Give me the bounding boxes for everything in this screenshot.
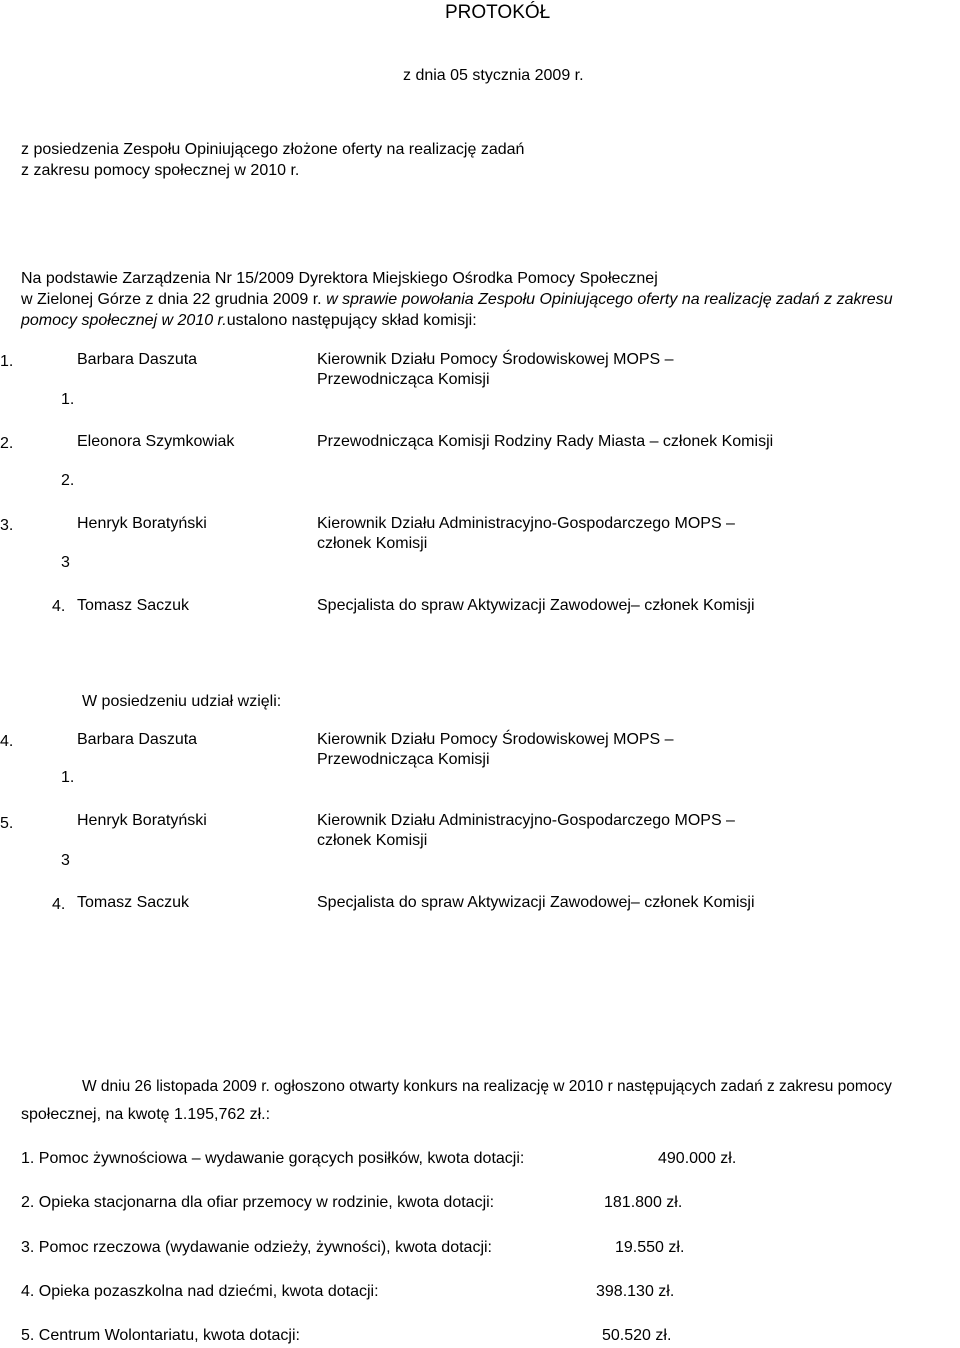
- attendance-inner-number: 3: [61, 852, 70, 869]
- committee-member-role: Specjalista do spraw Aktywizacji Zawodowej– członek Komisji: [317, 597, 755, 614]
- task-amount: 181.800 zł.: [604, 1194, 683, 1211]
- committee-outer-number: 3.: [0, 517, 14, 534]
- intro-line-3: [21, 311, 477, 331]
- task-label: 3. Pomoc rzeczowa (wydawanie odzieży, żywności), kwota dotacji:: [21, 1239, 492, 1256]
- intro-line-1: Na podstawie Zarządzenia Nr 15/2009 Dyrektora Miejskiego Ośrodka Pomocy Społecznej: [21, 270, 658, 287]
- subject-line-1: z posiedzenia Zespołu Opiniującego złożone oferty na realizację zadań: [21, 141, 525, 158]
- task-amount: 398.130 zł.: [596, 1283, 675, 1300]
- task-label: 2. Opieka stacjonarna dla ofiar przemocy w rodzinie, kwota dotacji:: [21, 1194, 495, 1211]
- intro-line-2-italic: w sprawie powołania Zespołu Opiniującego oferty na realizację zadań z zakresu: [321, 291, 893, 308]
- committee-member-name: Eleonora Szymkowiak: [77, 433, 235, 450]
- task-label: 5. Centrum Wolontariatu, kwota dotacji:: [21, 1327, 300, 1344]
- committee-inner-number: 3: [61, 554, 70, 571]
- document-date: z dnia 05 stycznia 2009 r.: [403, 67, 584, 84]
- committee-member-role: Kierownik Działu Administracyjno-Gospodarczego MOPS – członek Komisji: [317, 515, 735, 552]
- subject-line-2: z zakresu pomocy społecznej w 2010 r.: [21, 162, 300, 179]
- attendance-inner-number: 1.: [61, 769, 75, 786]
- attendance-member-name: Tomasz Saczuk: [77, 894, 190, 911]
- intro-line-3-italic: pomocy społecznej w 2010 r.: [21, 312, 227, 329]
- attendance-heading: W posiedzeniu udział wzięli:: [82, 693, 282, 710]
- attendance-inner-number: 4.: [52, 896, 66, 913]
- attendance-member-name: Barbara Daszuta: [77, 731, 198, 748]
- attendance-outer-number: 5.: [0, 815, 14, 832]
- task-label: 1. Pomoc żywnościowa – wydawanie gorących posiłków, kwota dotacji:: [21, 1150, 525, 1167]
- committee-inner-number: 4.: [52, 598, 66, 615]
- task-amount: 50.520 zł.: [602, 1327, 672, 1344]
- committee-outer-number: 1.: [0, 353, 14, 370]
- intro-line-2: [21, 290, 893, 310]
- committee-inner-number: 2.: [61, 472, 75, 489]
- committee-member-name: Henryk Boratyński: [77, 515, 207, 532]
- document-title: PROTOKÓŁ: [445, 2, 551, 23]
- task-amount: 490.000 zł.: [658, 1150, 737, 1167]
- task-amount: 19.550 zł.: [615, 1239, 685, 1256]
- attendance-outer-number: 4.: [0, 733, 14, 750]
- intro-line-2-plain: w Zielonej Górze z dnia 22 grudnia 2009 r.: [21, 291, 322, 308]
- attendance-member-name: Henryk Boratyński: [77, 812, 207, 829]
- committee-member-role: Kierownik Działu Pomocy Środowiskowej MOPS – Przewodnicząca Komisji: [317, 351, 674, 388]
- committee-inner-number: 1.: [61, 391, 75, 408]
- committee-member-name: Barbara Daszuta: [77, 351, 198, 368]
- task-label: 4. Opieka pozaszkolna nad dziećmi, kwota dotacji:: [21, 1283, 379, 1300]
- committee-member-name: Tomasz Saczuk: [77, 597, 190, 614]
- committee-member-role: Przewodnicząca Komisji Rodziny Rady Miasta – członek Komisji: [317, 433, 774, 450]
- intro-line-3-plain: ustalono następujący skład komisji:: [226, 312, 477, 329]
- attendance-member-role: Specjalista do spraw Aktywizacji Zawodowej– członek Komisji: [317, 894, 755, 911]
- attendance-member-role: Kierownik Działu Pomocy Środowiskowej MOPS – Przewodnicząca Komisji: [317, 731, 674, 768]
- attendance-member-role: Kierownik Działu Administracyjno-Gospodarczego MOPS – członek Komisji: [317, 812, 735, 849]
- contest-line-2: społecznej, na kwotę 1.195,762 zł.:: [21, 1106, 271, 1123]
- committee-outer-number: 2.: [0, 435, 14, 452]
- contest-line-1: W dniu 26 listopada 2009 r. ogłoszono otwarty konkurs na realizację w 2010 r następujących zadań z zakresu pomocy: [82, 1078, 892, 1095]
